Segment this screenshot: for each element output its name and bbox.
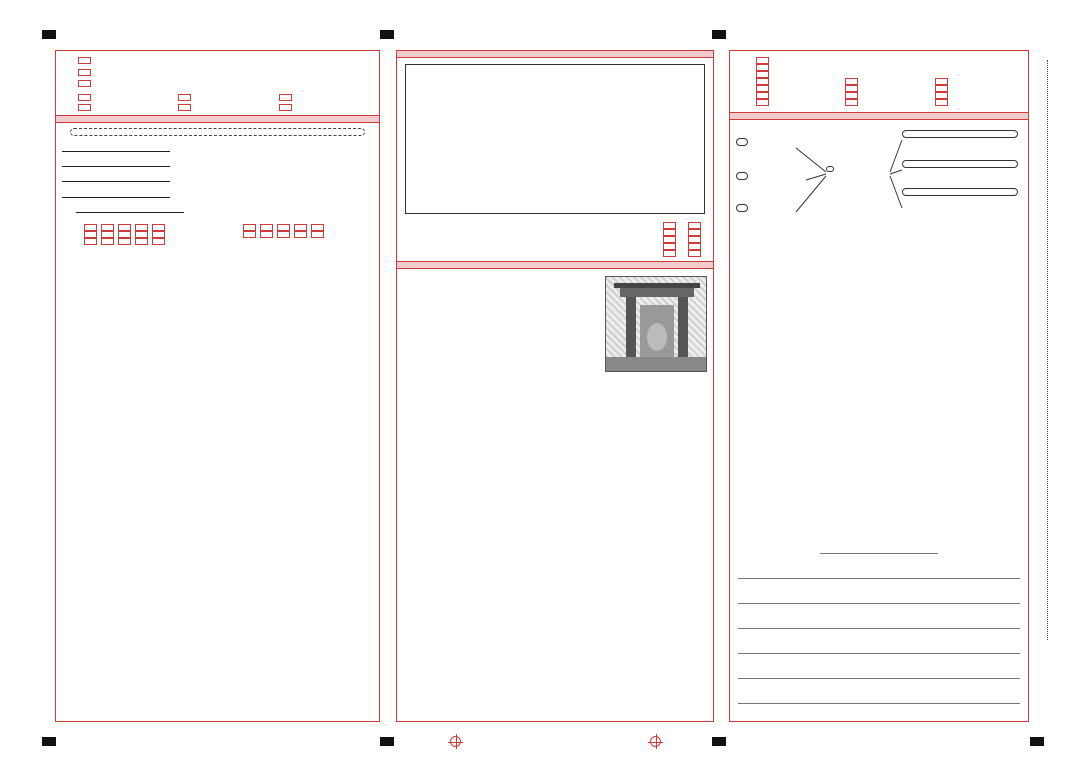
false-bubble[interactable] <box>688 236 701 243</box>
blank-47[interactable] <box>62 166 170 167</box>
answer-bubble[interactable] <box>101 231 114 238</box>
option-43b[interactable] <box>56 68 379 80</box>
option-60c[interactable] <box>935 99 1028 106</box>
section-8-title <box>397 51 713 58</box>
question-57-options <box>736 78 1028 85</box>
section-7-title <box>56 115 379 123</box>
writing-prompt <box>730 120 1028 124</box>
question-60-options <box>736 99 1028 106</box>
phone-diagram-svg <box>406 65 706 213</box>
registration-mark <box>712 737 726 746</box>
option-44c[interactable] <box>279 94 379 101</box>
dragon-archway-photo <box>605 276 707 372</box>
writing-line[interactable] <box>738 653 1020 654</box>
answer-bubble[interactable] <box>135 224 148 231</box>
answer-bubble[interactable] <box>101 238 114 245</box>
option-57b[interactable] <box>845 78 934 85</box>
answer-row <box>221 231 380 238</box>
answer-bubble[interactable] <box>260 224 273 231</box>
option-44b[interactable] <box>178 94 278 101</box>
answer-grid <box>56 224 379 245</box>
option-57a[interactable] <box>756 78 845 85</box>
option-59a[interactable] <box>756 92 845 99</box>
answer-bubble[interactable] <box>277 231 290 238</box>
answer-bubble[interactable] <box>294 231 307 238</box>
answer-bubble[interactable] <box>135 238 148 245</box>
option-56c[interactable] <box>736 71 1028 78</box>
dialog-line <box>62 157 379 172</box>
registration-mark <box>1030 737 1044 746</box>
answer-row <box>62 224 221 231</box>
statement-row <box>397 229 713 236</box>
mind-map-when <box>736 172 748 180</box>
true-bubble[interactable] <box>663 229 676 236</box>
registration-mark <box>380 30 394 39</box>
writing-line[interactable] <box>738 703 1020 704</box>
true-bubble[interactable] <box>663 243 676 250</box>
answer-bubble[interactable] <box>260 231 273 238</box>
answer-row <box>221 224 380 231</box>
answer-bubble[interactable] <box>101 224 114 231</box>
section-9-title <box>397 261 713 269</box>
option-43a[interactable] <box>56 56 379 68</box>
question-44-options <box>56 94 379 101</box>
option-45a[interactable] <box>78 104 178 111</box>
answer-bubble[interactable] <box>152 238 165 245</box>
question-59-options <box>736 92 1028 99</box>
answer-row <box>62 231 221 238</box>
option-45c[interactable] <box>279 104 379 111</box>
option-59b[interactable] <box>845 92 934 99</box>
answer-bubble[interactable] <box>243 231 256 238</box>
crosshair-mark <box>650 736 661 747</box>
answer-bubble[interactable] <box>84 231 97 238</box>
option-58a[interactable] <box>756 85 845 92</box>
false-bubble[interactable] <box>688 250 701 257</box>
answer-bubble[interactable] <box>152 224 165 231</box>
false-bubble[interactable] <box>688 243 701 250</box>
dialog-line <box>62 188 379 203</box>
option-59c[interactable] <box>935 92 1028 99</box>
statement-row <box>397 243 713 250</box>
choices-box <box>70 128 365 136</box>
option-57c[interactable] <box>935 78 1028 85</box>
mind-map <box>730 128 1028 238</box>
answer-bubble[interactable] <box>118 231 131 238</box>
blank-48[interactable] <box>62 181 170 182</box>
option-56a[interactable] <box>736 57 1028 64</box>
answer-bubble[interactable] <box>135 231 148 238</box>
mind-map-center <box>826 166 834 172</box>
answer-bubble[interactable] <box>243 224 256 231</box>
reading-questions <box>730 57 1028 106</box>
phone-changes-diagram <box>405 64 705 214</box>
writing-line[interactable] <box>738 578 1020 579</box>
option-58b[interactable] <box>845 85 934 92</box>
answer-bubble[interactable] <box>84 238 97 245</box>
mind-map-lines <box>730 128 1030 238</box>
left-column <box>55 50 380 722</box>
true-false-list <box>397 222 713 257</box>
false-bubble[interactable] <box>688 222 701 229</box>
dialog-2 <box>56 188 379 218</box>
answer-bubble[interactable] <box>311 231 324 238</box>
right-column <box>729 50 1029 722</box>
option-43c[interactable] <box>56 79 379 91</box>
binding-line <box>1047 60 1048 640</box>
dialog <box>56 142 379 187</box>
dialog-line <box>62 203 379 218</box>
statement-row <box>397 250 713 257</box>
option-58c[interactable] <box>935 85 1028 92</box>
mind-map-who <box>902 130 1018 138</box>
answer-row <box>62 238 221 245</box>
false-bubble[interactable] <box>688 229 701 236</box>
mind-map-what <box>902 188 1018 196</box>
true-bubble[interactable] <box>663 222 676 229</box>
writing-line[interactable] <box>738 603 1020 604</box>
question-45-options <box>56 104 379 111</box>
writing-title-line[interactable] <box>820 553 938 554</box>
answer-bubble[interactable] <box>84 224 97 231</box>
registration-mark <box>42 737 56 746</box>
option-45b[interactable] <box>178 104 278 111</box>
answer-bubble[interactable] <box>294 224 307 231</box>
question-58-options <box>736 85 1028 92</box>
crosshair-mark <box>450 736 461 747</box>
answer-bubble[interactable] <box>277 224 290 231</box>
option-44a[interactable] <box>78 94 178 101</box>
statement-row <box>397 236 713 243</box>
mind-map-how <box>736 204 748 212</box>
dialog-line <box>62 142 379 157</box>
answer-bubble[interactable] <box>118 224 131 231</box>
blank-50[interactable] <box>76 212 184 213</box>
registration-mark <box>42 30 56 39</box>
statement-row <box>397 222 713 229</box>
true-bubble[interactable] <box>663 236 676 243</box>
true-bubble[interactable] <box>663 250 676 257</box>
section-10-title <box>730 112 1028 120</box>
blank-49[interactable] <box>62 197 170 198</box>
registration-mark <box>380 737 394 746</box>
mind-map-where <box>736 138 748 146</box>
answer-bubble[interactable] <box>152 231 165 238</box>
middle-column <box>396 50 714 722</box>
option-60b[interactable] <box>845 99 934 106</box>
blank-46[interactable] <box>62 151 170 152</box>
option-56b[interactable] <box>736 64 1028 71</box>
mind-map-weather <box>902 160 1018 168</box>
registration-mark <box>712 30 726 39</box>
writing-line[interactable] <box>738 628 1020 629</box>
dialog-line <box>62 172 379 187</box>
answer-bubble[interactable] <box>311 224 324 231</box>
option-60a[interactable] <box>756 99 845 106</box>
writing-line[interactable] <box>738 678 1020 679</box>
answer-bubble[interactable] <box>118 238 131 245</box>
